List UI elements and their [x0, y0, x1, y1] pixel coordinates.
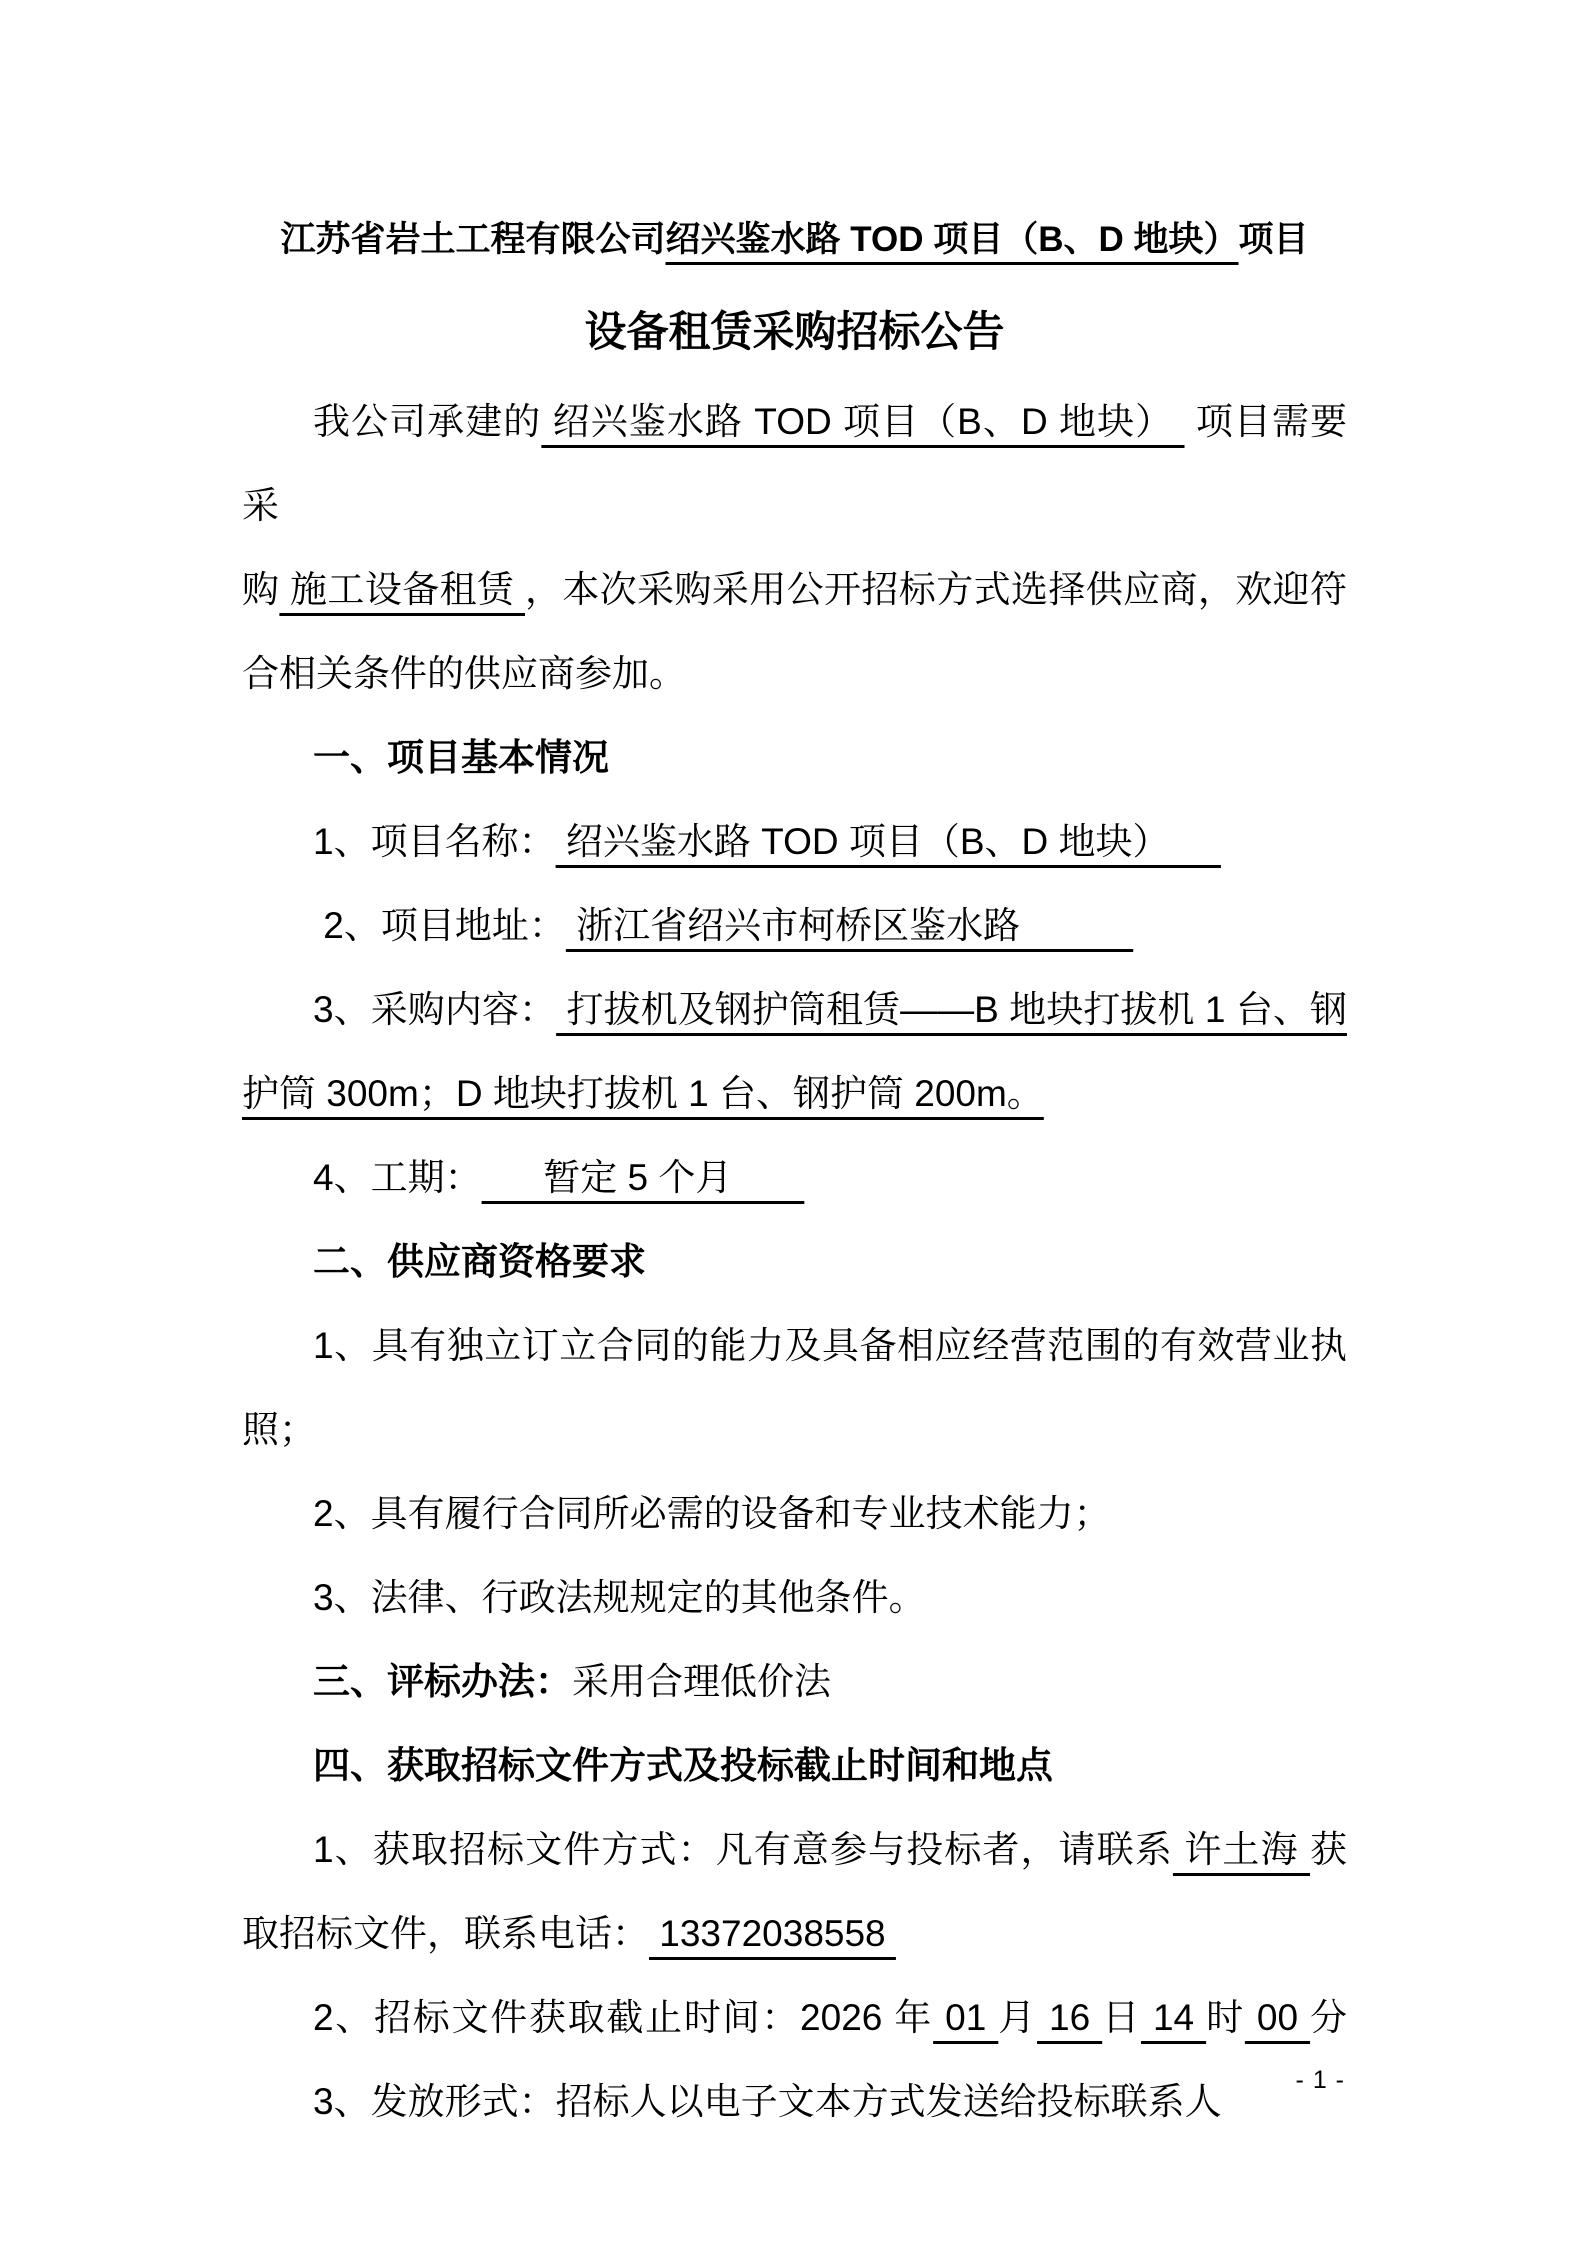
list-item-project-address	[242, 884, 1347, 968]
text-run: 设备租赁采购招标公告	[584, 308, 1005, 355]
paragraph-line	[242, 548, 1347, 632]
section-heading-1	[242, 716, 1347, 800]
text-run: 照；	[242, 1409, 316, 1450]
page-number: - 1 -	[1295, 2066, 1345, 2094]
text-run: 绍兴鉴水路 TOD 项目（B、D 地块）	[555, 821, 1221, 862]
text-run: 3、发放形式：招标人以电子文本方式发送给投标联系人	[313, 2081, 1222, 2122]
text-run: 暂定 5 个月	[481, 1157, 805, 1198]
text-run: 许土海	[1172, 1829, 1311, 1870]
text-run: 我公司承建的	[313, 401, 542, 442]
qualification-item	[242, 1556, 1347, 1640]
text-run: 护筒 300m；D 地块打拔机 1 台、钢护筒 200m。	[242, 1073, 1044, 1114]
text-run: 合相关条件的供应商参加。	[242, 653, 686, 694]
text-run: 1、获取招标文件方式：凡有意参与投标者，请联系	[313, 1829, 1173, 1870]
text-run: 采用合理低价法	[572, 1661, 831, 1702]
text-run: 绍兴鉴水路 TOD 项目（B、D 地块）	[665, 220, 1239, 259]
text-run: 3、法律、行政法规规定的其他条件。	[313, 1577, 926, 1618]
text-run: 16	[1037, 1997, 1103, 2038]
text-run: 打拔机及钢护筒租赁——B 地块打拔机 1 台、钢	[556, 989, 1348, 1030]
text-run: 施工设备租赁	[279, 569, 525, 610]
doc-title	[242, 196, 1347, 284]
obtain-method-item-cont	[242, 1892, 1347, 1976]
qualification-item	[242, 1472, 1347, 1556]
text-run: 绍兴鉴水路 TOD 项目（B、D 地块）	[541, 401, 1185, 442]
text-run: ，本次采购采用公开招标方式选择供应商，欢迎符	[525, 569, 1348, 610]
text-run: 一、项目基本情况	[313, 737, 609, 778]
text-run: 日	[1102, 1997, 1141, 2038]
qualification-item-cont	[242, 1388, 1347, 1472]
text-run: 2、招标文件获取截止时间：2026 年	[313, 1997, 934, 2038]
text-run: 项目需要采	[242, 401, 1348, 526]
section-heading-2	[242, 1220, 1347, 1304]
text-run: 二、供应商资格要求	[313, 1241, 646, 1282]
section-heading-4	[242, 1724, 1347, 1808]
obtain-method-item	[242, 1808, 1347, 1892]
document-body	[242, 196, 1347, 2144]
text-run: 江苏省岩土工程有限公司	[280, 220, 666, 259]
text-run: 获	[1310, 1829, 1348, 1870]
text-run: 1、项目名称：	[313, 821, 556, 862]
text-run: 4、工期：	[313, 1157, 482, 1198]
text-run: 00	[1244, 1997, 1311, 2038]
text-run: 月	[998, 1997, 1038, 2038]
text-run: 13372038558	[649, 1913, 896, 1954]
qualification-item	[242, 1304, 1347, 1388]
text-run: 2、项目地址：	[313, 905, 566, 946]
text-run: 1、具有独立订立合同的能力及具备相应经营范围的有效营业执	[313, 1325, 1347, 1366]
text-run: 01	[933, 1997, 999, 2038]
doc-subtitle	[242, 284, 1347, 380]
distribution-item	[242, 2060, 1347, 2144]
text-run: 14	[1140, 1997, 1207, 2038]
list-item-project-name	[242, 800, 1347, 884]
text-run: 四、获取招标文件方式及投标截止时间和地点	[313, 1745, 1053, 1786]
text-run: 3、采购内容：	[313, 989, 557, 1030]
text-run: 三、评标办法：	[313, 1661, 572, 1702]
section-heading-3	[242, 1640, 1347, 1724]
text-run: 2、具有履行合同所必需的设备和专业技术能力；	[313, 1493, 1111, 1534]
text-run: 购	[242, 569, 280, 610]
text-run: 浙江省绍兴市柯桥区鉴水路	[565, 905, 1134, 946]
text-run: 取招标文件，联系电话：	[242, 1913, 649, 1954]
text-run: 分	[1310, 1997, 1348, 2038]
paragraph-line	[242, 380, 1347, 548]
list-item-procurement-content	[242, 968, 1347, 1052]
text-run: 项目	[1238, 220, 1309, 259]
deadline-item	[242, 1976, 1347, 2060]
list-item-procurement-content-cont	[242, 1052, 1347, 1136]
list-item-duration	[242, 1136, 1347, 1220]
text-run: 时	[1206, 1997, 1245, 2038]
paragraph-line	[242, 632, 1347, 716]
